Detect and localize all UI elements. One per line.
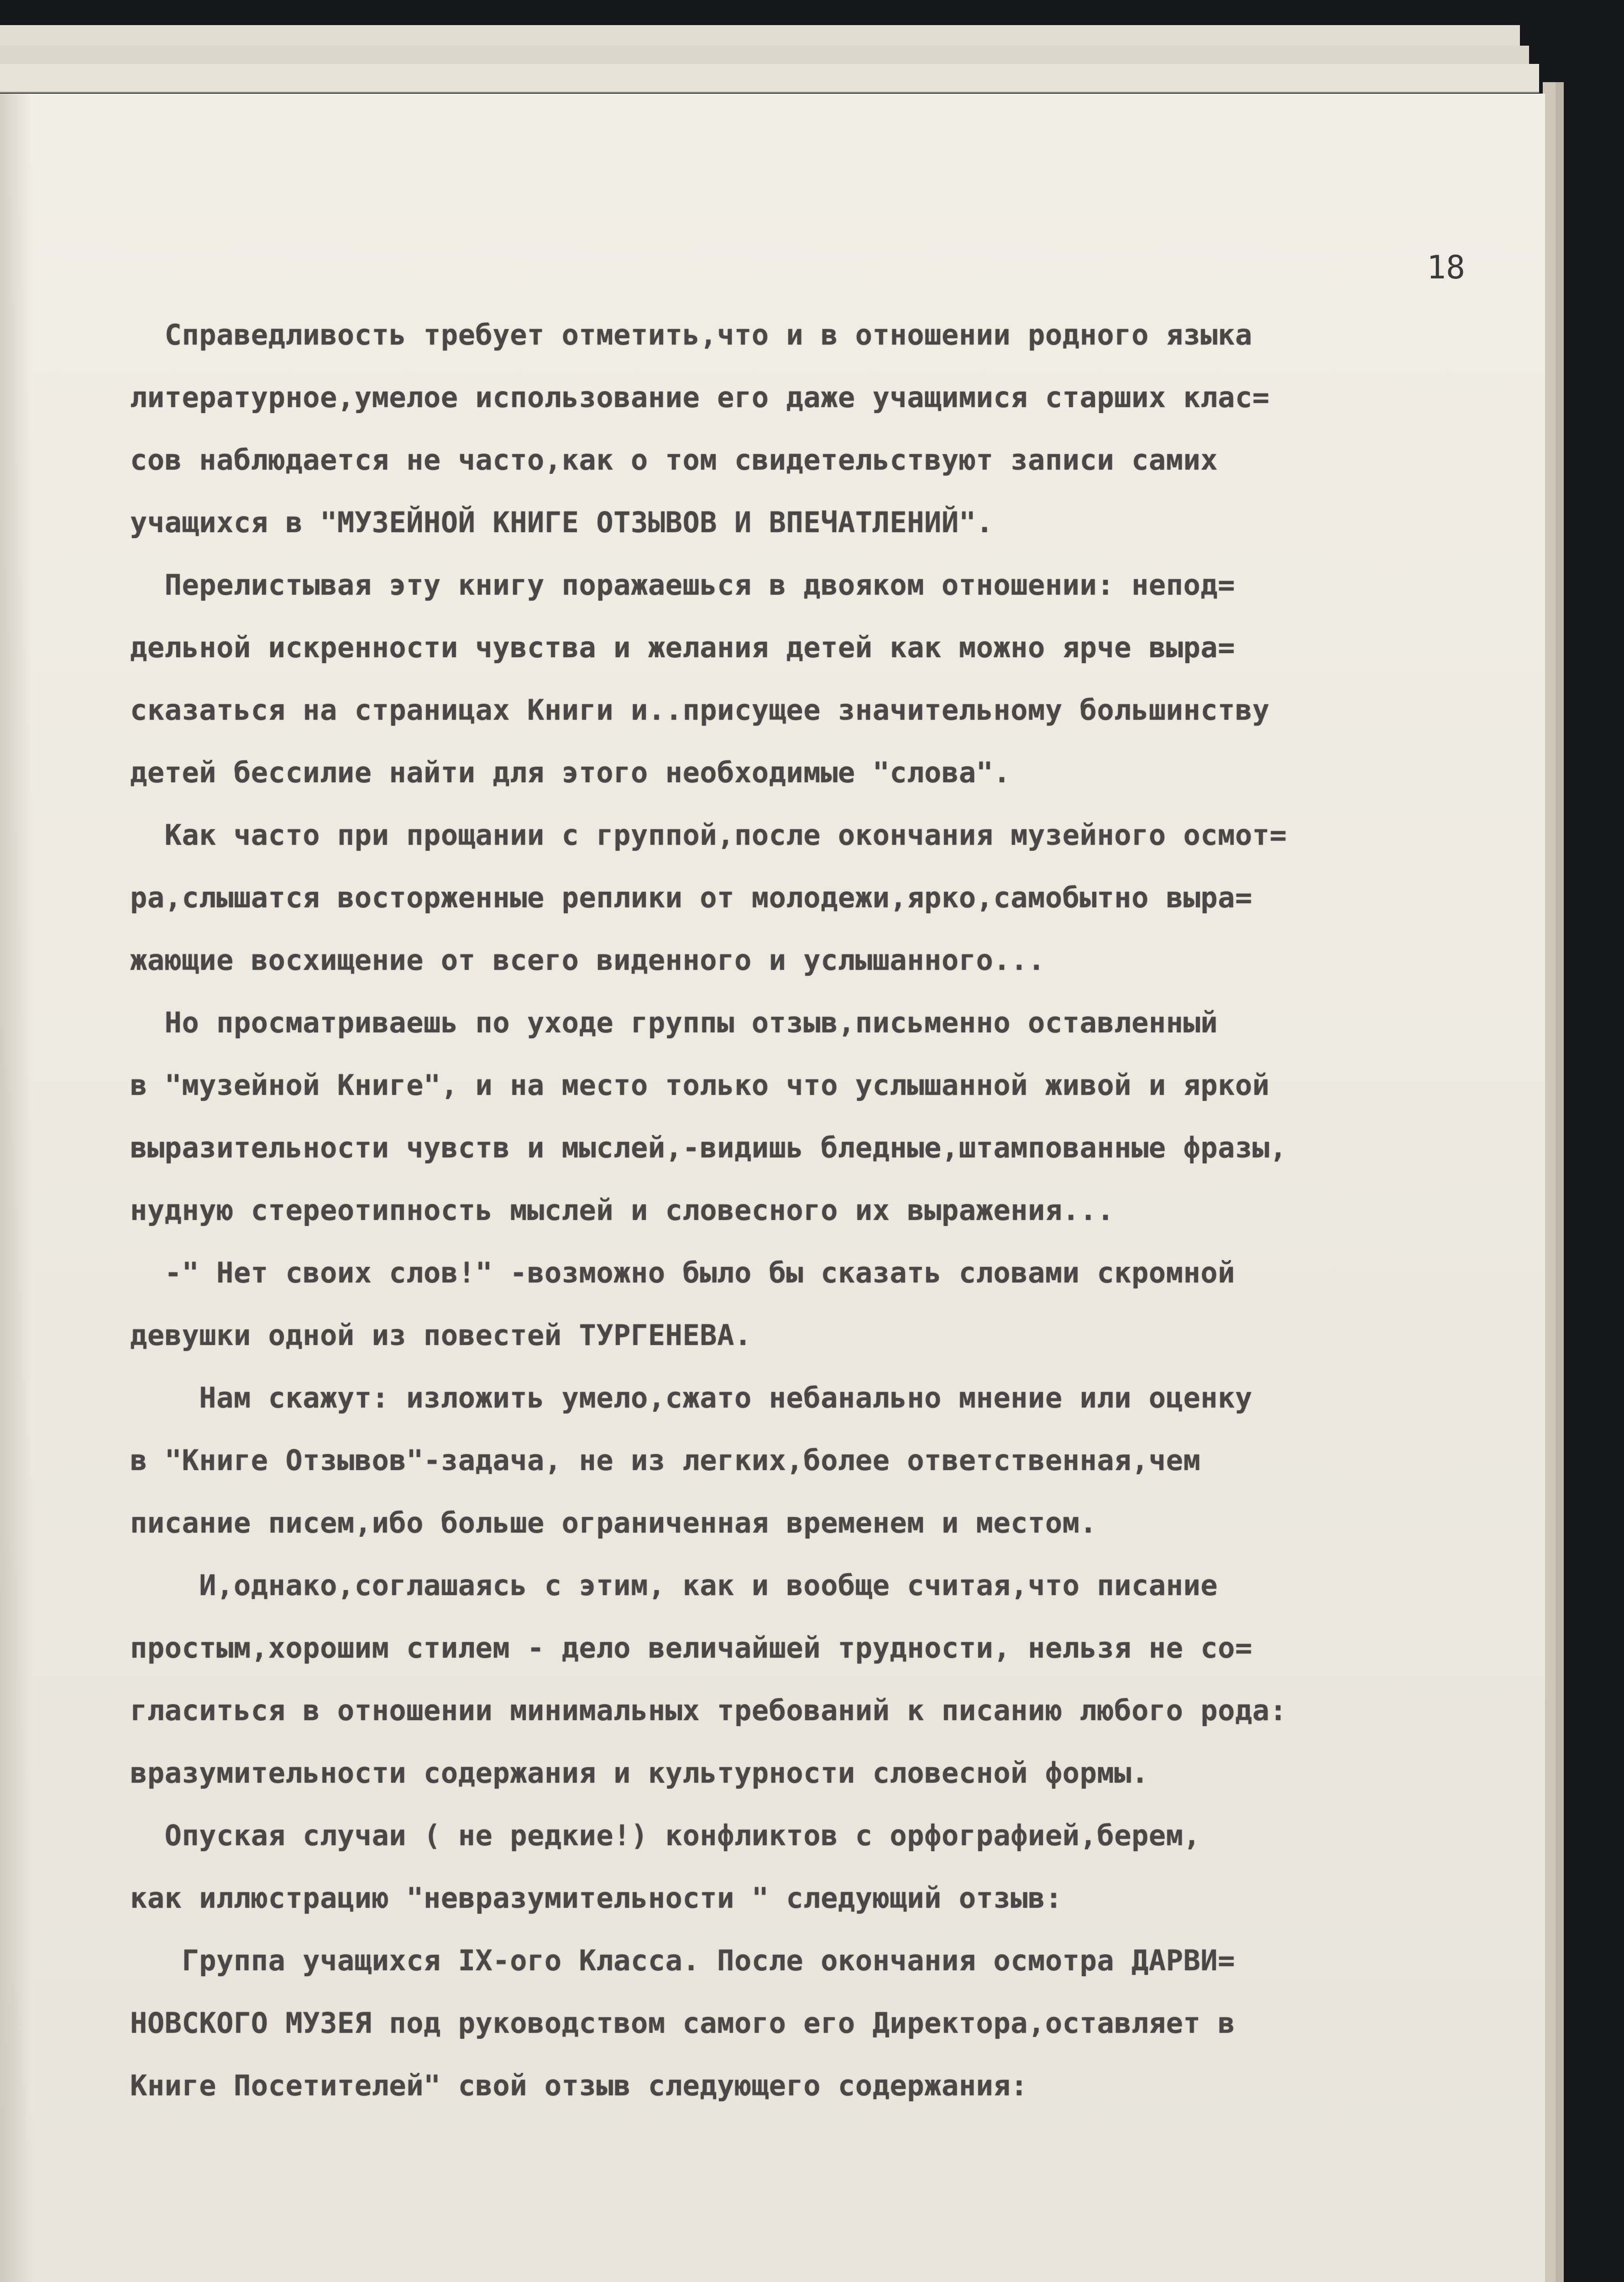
text-line: простым,хорошим стилем - дело величайшей трудности, нельзя не со= bbox=[130, 1631, 1252, 1664]
text-line: Справедливость требует отметить,что и в отношении родного языка bbox=[130, 318, 1252, 351]
text-line: нудную стереотипность мыслей и словесного их выражения... bbox=[130, 1193, 1115, 1227]
text-line: Но просматриваешь по уходе группы отзыв,письменно оставленный bbox=[130, 1006, 1218, 1039]
text-line: -" Нет своих слов!" -возможно было бы сказать словами скромной bbox=[130, 1256, 1235, 1289]
text-line: вразумительности содержания и культурности словесной формы. bbox=[130, 1756, 1149, 1790]
text-line: в "музейной Книге", и на место только что услышанной живой и яркой bbox=[130, 1068, 1270, 1102]
text-line: учащихся в "МУЗЕЙНОЙ КНИГЕ ОТЗЫВОВ И ВПЕЧАТЛЕНИЙ". bbox=[130, 506, 994, 539]
text-line: гласиться в отношении минимальных требований к писанию любого рода: bbox=[130, 1694, 1287, 1727]
text-line: Нам скажут: изложить умело,сжато небанально мнение или оценку bbox=[130, 1381, 1252, 1414]
typewritten-page bbox=[0, 94, 1545, 2282]
text-line: И,однако,соглашаясь с этим, как и вообще считая,что писание bbox=[130, 1569, 1218, 1602]
text-line: детей бессилие найти для этого необходимые "слова". bbox=[130, 756, 1011, 789]
text-line: дельной искренности чувства и желания детей как можно ярче выра= bbox=[130, 631, 1235, 664]
text-line: Как часто при прощании с группой,после окончания музейного осмот= bbox=[130, 818, 1287, 852]
text-line: литературное,умелое использование его даже учащимися старших клас= bbox=[130, 381, 1270, 414]
text-line: сказаться на страницах Книги и..присущее значительному большинству bbox=[130, 693, 1270, 727]
text-line: ра,слышатся восторженные реплики от молодежи,ярко,самобытно выра= bbox=[130, 881, 1252, 914]
text-line: жающие восхищение от всего виденного и услышанного... bbox=[130, 943, 1045, 977]
text-line: Опуская случаи ( не редкие!) конфликтов с орфографией,берем, bbox=[130, 1819, 1201, 1852]
text-line: девушки одной из повестей ТУРГЕНЕВА. bbox=[130, 1319, 752, 1352]
text-line: Книге Посетителей" свой отзыв следующего содержания: bbox=[130, 2069, 1028, 2102]
text-line: сов наблюдается не часто,как о том свидетельствуют записи самих bbox=[130, 443, 1218, 476]
body-text bbox=[130, 304, 1499, 2117]
text-line: писание писем,ибо больше ограниченная временем и местом. bbox=[130, 1506, 1097, 1539]
text-line: в "Книге Отзывов"-задача, не из легких,более ответственная,чем bbox=[130, 1444, 1201, 1477]
page-number: 18 bbox=[1426, 249, 1465, 286]
text-line: Группа учащихся IX-ого Класса. После окончания осмотра ДАРВИ= bbox=[130, 1944, 1235, 1977]
text-line: НОВСКОГО МУЗЕЯ под руководством самого его Директора,оставляет в bbox=[130, 2006, 1235, 2040]
page-edge-right bbox=[1556, 82, 1564, 2282]
text-line: Перелистывая эту книгу поражаешься в двояком отношении: непод= bbox=[130, 568, 1235, 602]
text-line: как иллюстрацию "невразумительности " следующий отзыв: bbox=[130, 1881, 1063, 1915]
page-edge bbox=[0, 64, 1539, 93]
text-line: выразительности чувств и мыслей,-видишь бледные,штампованные фразы, bbox=[130, 1131, 1287, 1164]
